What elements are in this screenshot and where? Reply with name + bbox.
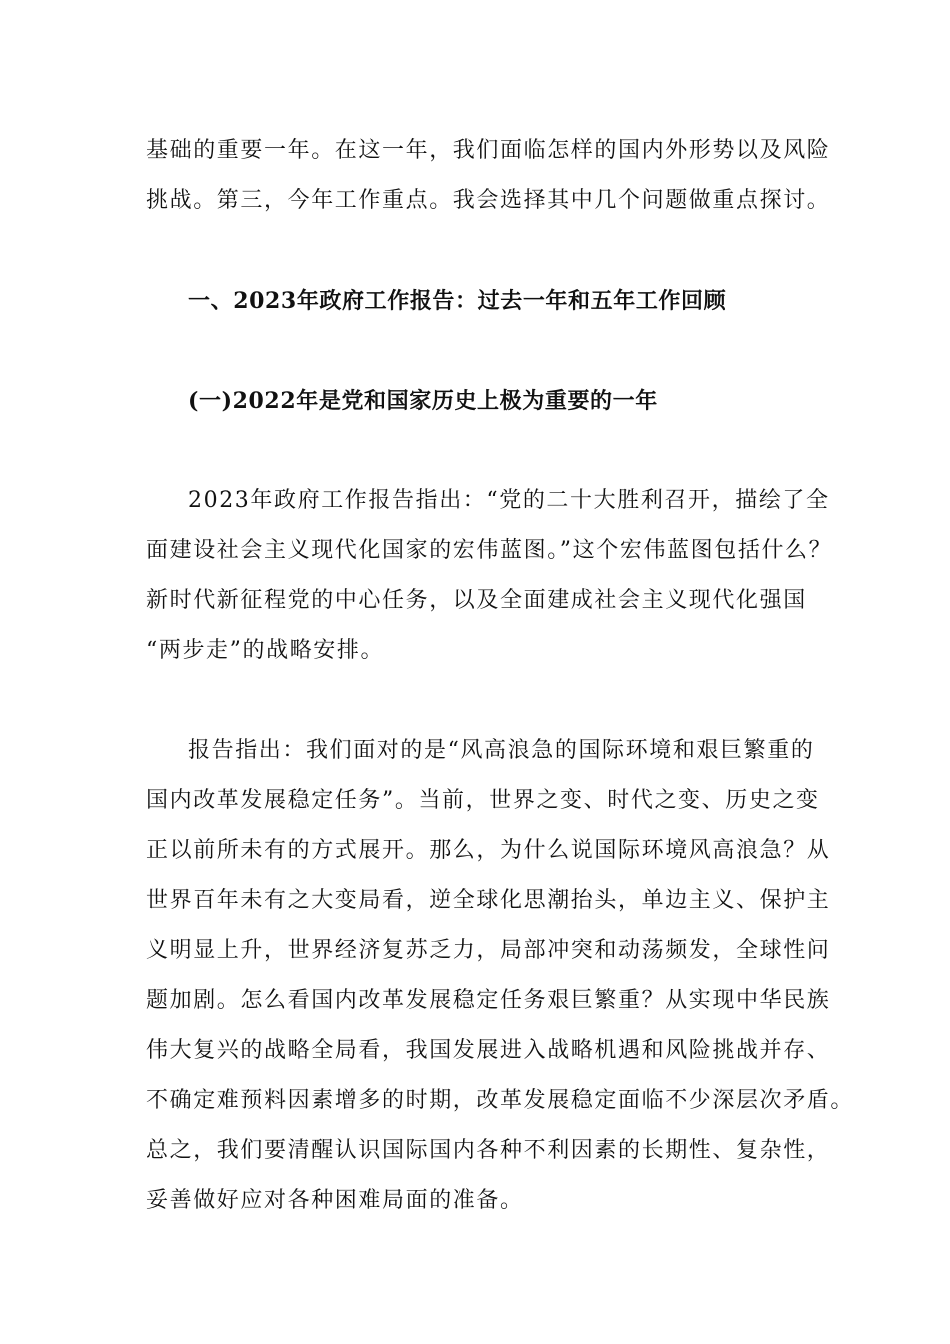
paragraph2-line-2: 国内改革发展稳定任务”。当前，世界之变、时代之变、历史之变: [146, 788, 820, 813]
paragraph2-line-1: 报告指出：我们面对的是“风高浪急的国际环境和艰巨繁重的: [188, 738, 815, 763]
paragraph2-line-4: 世界百年未有之大变局看，逆全球化思潮抬头，单边主义、保护主: [146, 888, 831, 913]
paragraph2-line-5: 义明显上升，世界经济复苏乏力，局部冲突和动荡频发，全球性问: [146, 938, 831, 963]
paragraph1-line-3: 新时代新征程党的中心任务，以及全面建成社会主义现代化强国: [146, 588, 807, 613]
paragraph2-line-7: 伟大复兴的战略全局看，我国发展进入战略机遇和风险挑战并存、: [146, 1038, 831, 1063]
intro-line-2: 挑战。第三，今年工作重点。我会选择其中几个问题做重点探讨。: [146, 188, 831, 213]
paragraph2-line-3: 正以前所未有的方式展开。那么，为什么说国际环境风高浪急？从: [146, 838, 831, 863]
paragraph1-line-4: “两步走”的战略安排。: [146, 638, 385, 663]
paragraph2-line-6: 题加剧。怎么看国内改革发展稳定任务艰巨繁重？从实现中华民族: [146, 988, 831, 1013]
paragraph1-line-1: 2023年政府工作报告指出：“党的二十大胜利召开，描绘了全: [188, 488, 830, 513]
paragraph2-line-9: 总之，我们要清醒认识国际国内各种不利因素的长期性、复杂性，: [146, 1138, 831, 1163]
section-heading: 一、2023年政府工作报告：过去一年和五年工作回顾: [188, 288, 727, 314]
paragraph2-line-10: 妥善做好应对各种困难局面的准备。: [146, 1188, 524, 1213]
paragraph1-line-2: 面建设社会主义现代化国家的宏伟蓝图。”这个宏伟蓝图包括什么？: [146, 538, 833, 563]
paragraph2-line-8: 不确定难预料因素增多的时期，改革发展稳定面临不少深层次矛盾。: [146, 1088, 855, 1113]
subsection-heading: (一)2022年是党和国家历史上极为重要的一年: [188, 388, 658, 414]
intro-line-1: 基础的重要一年。在这一年，我们面临怎样的国内外形势以及风险: [146, 138, 831, 163]
